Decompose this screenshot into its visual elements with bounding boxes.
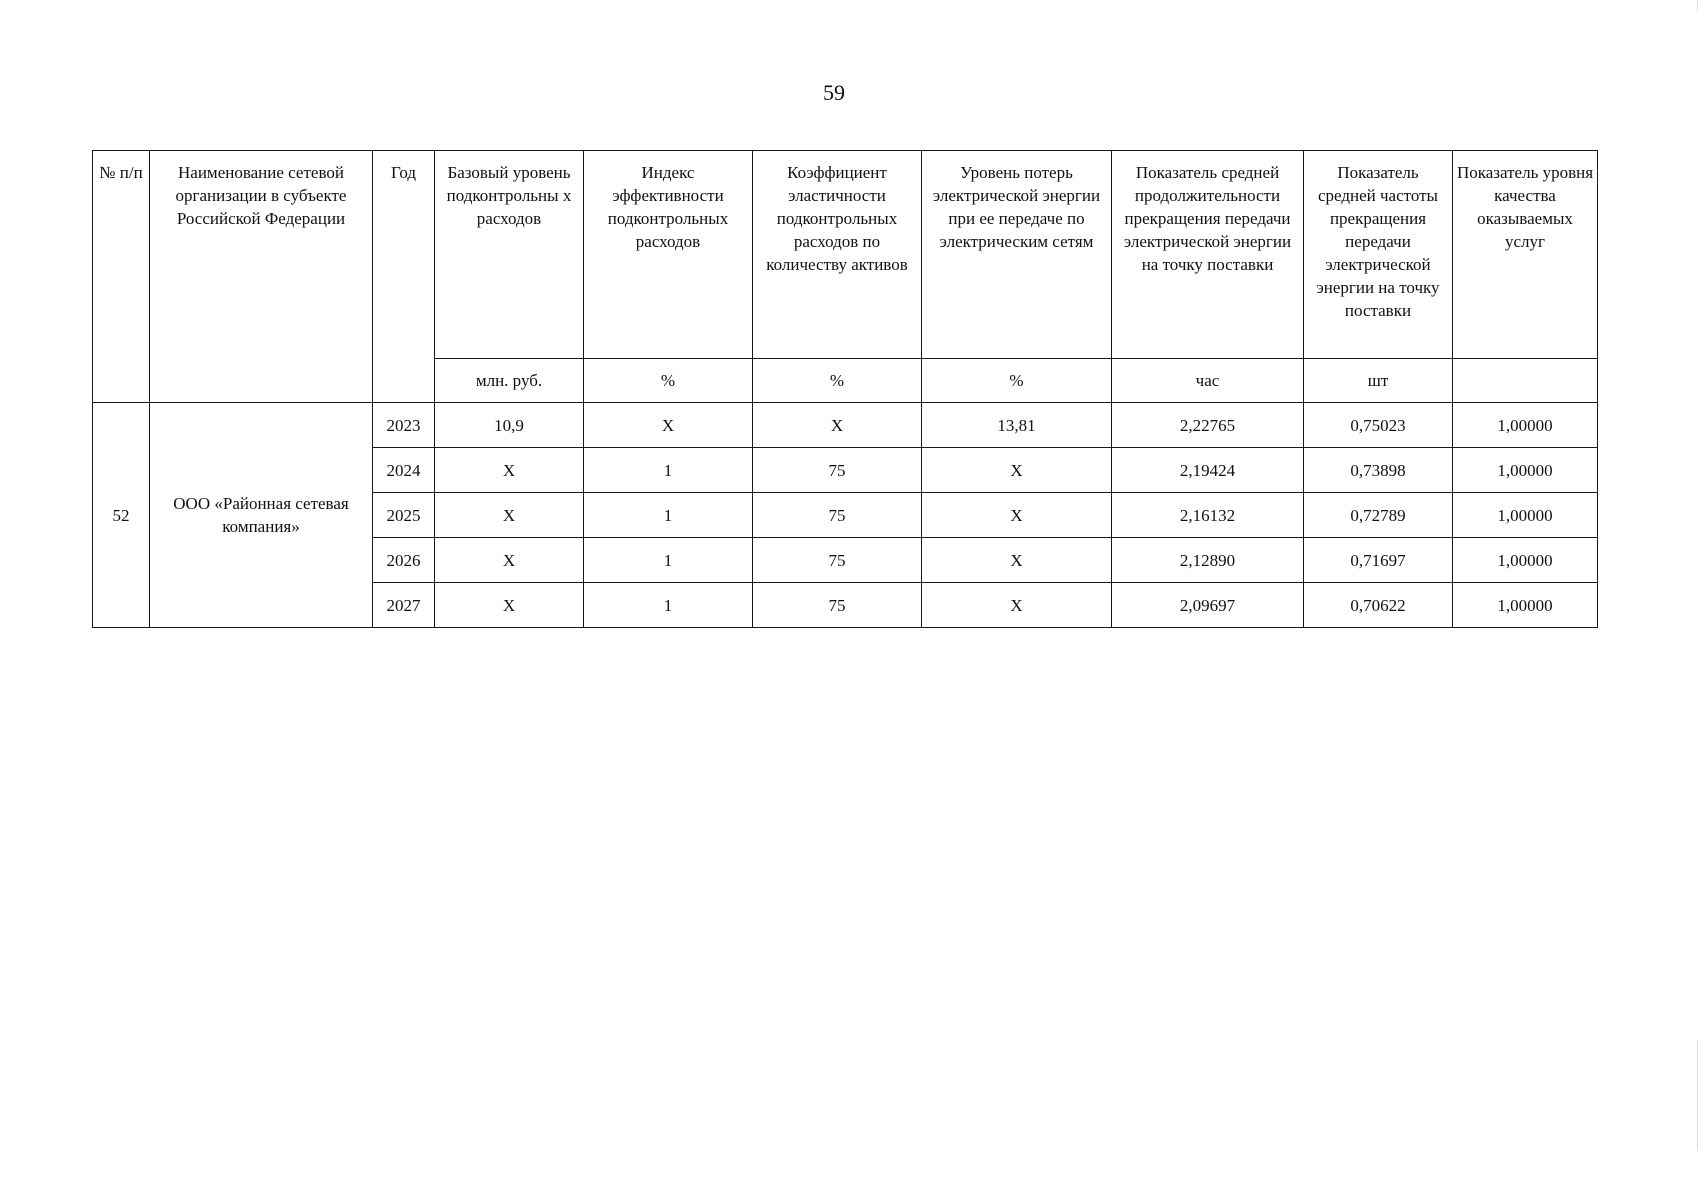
header-organization: Наименование сетевой организации в субъекте Российской Федерации: [150, 151, 373, 403]
cell-efficiency-index: 1: [584, 493, 753, 538]
cell-elasticity-coefficient: 75: [753, 583, 922, 628]
cell-base-level: Х: [435, 583, 584, 628]
cell-loss-level: Х: [922, 538, 1112, 583]
header-base-level: Базовый уровень подконтрольны х расходов: [435, 151, 584, 359]
cell-service-quality: 1,00000: [1453, 403, 1598, 448]
cell-efficiency-index: Х: [584, 403, 753, 448]
cell-elasticity-coefficient: 75: [753, 538, 922, 583]
row-number: 52: [93, 403, 150, 628]
header-interruption-duration: Показатель средней продолжительности прекращения передачи электрической энергии на точку поставки: [1112, 151, 1304, 359]
cell-interruption-frequency: 0,70622: [1304, 583, 1453, 628]
unit-interruption-frequency: шт: [1304, 359, 1453, 403]
cell-loss-level: Х: [922, 583, 1112, 628]
unit-service-quality: [1453, 359, 1598, 403]
table-row: [93, 403, 1598, 448]
cell-year: 2023: [373, 403, 435, 448]
header-elasticity-coefficient: Коэффициент эластичности подконтрольных расходов по количеству активов: [753, 151, 922, 359]
cell-interruption-frequency: 0,75023: [1304, 403, 1453, 448]
cell-elasticity-coefficient: 75: [753, 493, 922, 538]
header-loss-level: Уровень потерь электрической энергии при ее передаче по электрическим сетям: [922, 151, 1112, 359]
cell-base-level: Х: [435, 538, 584, 583]
cell-elasticity-coefficient: Х: [753, 403, 922, 448]
unit-base-level: млн. руб.: [435, 359, 584, 403]
header-number: № п/п: [93, 151, 150, 403]
cell-elasticity-coefficient: 75: [753, 448, 922, 493]
cell-loss-level: 13,81: [922, 403, 1112, 448]
cell-interruption-duration: 2,22765: [1112, 403, 1304, 448]
cell-loss-level: Х: [922, 448, 1112, 493]
cell-interruption-frequency: 0,73898: [1304, 448, 1453, 493]
indicators-table: [92, 150, 1598, 628]
cell-service-quality: 1,00000: [1453, 493, 1598, 538]
cell-base-level: 10,9: [435, 403, 584, 448]
header-service-quality: Показатель уровня качества оказываемых услуг: [1453, 151, 1598, 359]
unit-efficiency-index: %: [584, 359, 753, 403]
cell-year: 2025: [373, 493, 435, 538]
cell-year: 2027: [373, 583, 435, 628]
cell-interruption-duration: 2,19424: [1112, 448, 1304, 493]
cell-interruption-frequency: 0,72789: [1304, 493, 1453, 538]
header-interruption-frequency: Показатель средней частоты прекращения передачи электрической энергии на точку поставки: [1304, 151, 1453, 359]
cell-service-quality: 1,00000: [1453, 538, 1598, 583]
cell-base-level: Х: [435, 493, 584, 538]
cell-base-level: Х: [435, 448, 584, 493]
cell-year: 2024: [373, 448, 435, 493]
header-row: [93, 151, 1598, 359]
header-year: Год: [373, 151, 435, 403]
header-efficiency-index: Индекс эффективности подконтрольных расходов: [584, 151, 753, 359]
cell-loss-level: Х: [922, 493, 1112, 538]
organization-name: ООО «Районная сетевая компания»: [150, 403, 373, 628]
unit-elasticity-coefficient: %: [753, 359, 922, 403]
cell-interruption-frequency: 0,71697: [1304, 538, 1453, 583]
cell-interruption-duration: 2,16132: [1112, 493, 1304, 538]
cell-efficiency-index: 1: [584, 538, 753, 583]
unit-interruption-duration: час: [1112, 359, 1304, 403]
unit-loss-level: %: [922, 359, 1112, 403]
cell-efficiency-index: 1: [584, 583, 753, 628]
cell-year: 2026: [373, 538, 435, 583]
page-number: 59: [823, 80, 845, 105]
cell-service-quality: 1,00000: [1453, 448, 1598, 493]
cell-interruption-duration: 2,12890: [1112, 538, 1304, 583]
cell-interruption-duration: 2,09697: [1112, 583, 1304, 628]
cell-service-quality: 1,00000: [1453, 583, 1598, 628]
cell-efficiency-index: 1: [584, 448, 753, 493]
